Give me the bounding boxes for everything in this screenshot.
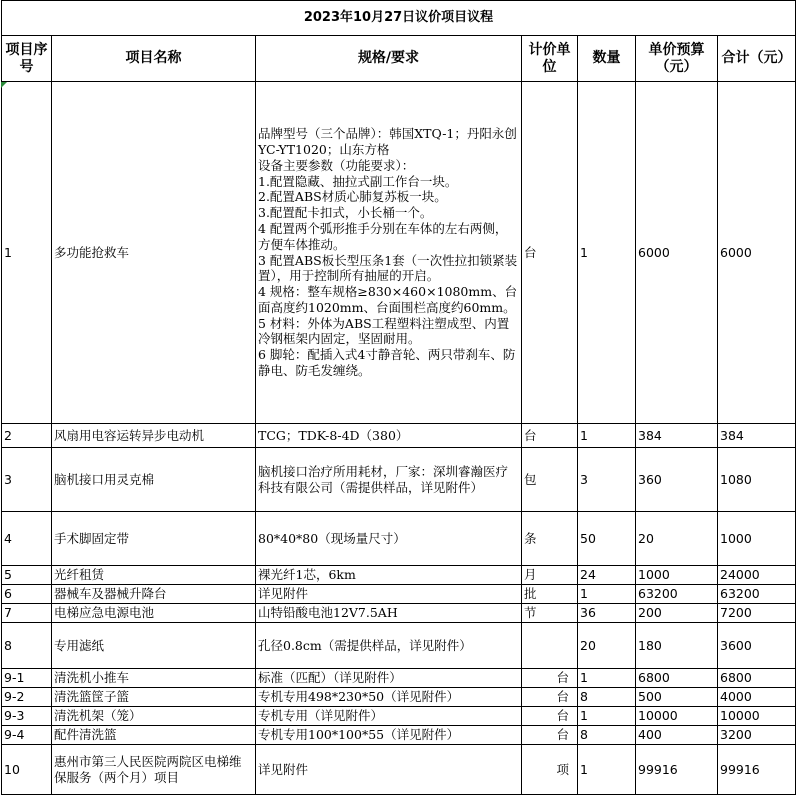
spec-line: 品牌型号（三个品牌）：韩国XTQ-1；丹阳永创YC-YT1020；山东方格 — [258, 126, 517, 157]
cell-total: 7200 — [718, 604, 796, 623]
spec-line: 6 脚轮：配插入式4寸静音轮、两只带刹车、防静电、防毛发缠绕。 — [258, 347, 516, 379]
spec-line: 3 配置ABS板长型压条1套（一次性拉扣锁紧装置），用于控制所有抽屉的开启。 — [258, 252, 518, 284]
cell-total: 1000 — [718, 512, 796, 566]
table-row — [2, 688, 796, 707]
cell-name: 清洗机小推车 — [52, 669, 256, 688]
table-row — [2, 604, 796, 623]
cell-name: 配件清洗篮 — [52, 726, 256, 745]
header-unit: 计价单位 — [522, 36, 578, 82]
table-row — [2, 726, 796, 745]
cell-price: 400 — [636, 726, 718, 745]
cell-qty: 1 — [578, 707, 636, 726]
cell-spec: 详见附件 — [256, 745, 522, 795]
cell-spec: 专机专用100*100*55（详见附件） — [256, 726, 522, 745]
cell-qty: 1 — [578, 82, 636, 424]
header-name: 项目名称 — [52, 36, 256, 82]
header-row — [2, 36, 796, 82]
cell-name: 脑机接口用灵克棉 — [52, 448, 256, 512]
cell-price: 180 — [636, 623, 718, 669]
cell-name: 清洗篮筐子篮 — [52, 688, 256, 707]
table-row — [2, 566, 796, 585]
table-row — [2, 585, 796, 604]
cell-spec: 专机专用498*230*50（详见附件） — [256, 688, 522, 707]
table-row — [2, 707, 796, 726]
cell-name: 清洗机架（笼） — [52, 707, 256, 726]
cell-no: 9-2 — [2, 688, 52, 707]
cell-total: 24000 — [718, 566, 796, 585]
header-price: 单价预算（元） — [636, 36, 718, 82]
cell-no: 9-3 — [2, 707, 52, 726]
header-no: 项目序号 — [2, 36, 52, 82]
title-row — [2, 1, 796, 36]
spec-line: 2.配置ABS材质心肺复苏板一块。 — [258, 189, 447, 205]
cell-unit: 月 — [522, 566, 578, 585]
cell-price: 1000 — [636, 566, 718, 585]
cell-unit: 台 — [522, 424, 578, 448]
cell-price: 6000 — [636, 82, 718, 424]
cell-total: 384 — [718, 424, 796, 448]
spec-line: 4 配置两个弧形推手分别在车体的左右两侧，方便车体推动。 — [258, 220, 508, 252]
cell-name: 多功能抢救车 — [52, 82, 256, 424]
cell-spec — [256, 82, 522, 424]
cell-qty: 8 — [578, 726, 636, 745]
cell-total: 63200 — [718, 585, 796, 604]
cell-name: 光纤租赁 — [52, 566, 256, 585]
cell-price: 200 — [636, 604, 718, 623]
cell-total: 3600 — [718, 623, 796, 669]
cell-total: 6800 — [718, 669, 796, 688]
cell-total: 1080 — [718, 448, 796, 512]
table-row — [2, 745, 796, 795]
cell-qty: 1 — [578, 745, 636, 795]
agenda-table — [1, 0, 796, 795]
cell-name: 惠州市第三人民医院两院区电梯维保服务（两个月）项目 — [52, 745, 256, 795]
cell-name: 器械车及器械升降台 — [52, 585, 256, 604]
cell-qty: 1 — [578, 669, 636, 688]
cell-price: 63200 — [636, 585, 718, 604]
cell-total: 10000 — [718, 707, 796, 726]
cell-spec: 裸光纤1芯，6km — [256, 566, 522, 585]
cell-price: 6800 — [636, 669, 718, 688]
header-qty: 数量 — [578, 36, 636, 82]
cell-price: 99916 — [636, 745, 718, 795]
cell-spec: 山特铅酸电池12V7.5AH — [256, 604, 522, 623]
table-row — [2, 424, 796, 448]
cell-no: 4 — [2, 512, 52, 566]
cell-no: 5 — [2, 566, 52, 585]
cell-price: 500 — [636, 688, 718, 707]
cell-no: 6 — [2, 585, 52, 604]
table-row — [2, 512, 796, 566]
header-spec: 规格/要求 — [256, 36, 522, 82]
cell-no: 9-4 — [2, 726, 52, 745]
cell-qty: 20 — [578, 623, 636, 669]
cell-unit: 台 — [522, 669, 578, 688]
cell-qty: 1 — [578, 585, 636, 604]
table-row — [2, 448, 796, 512]
cell-total: 99916 — [718, 745, 796, 795]
spec-line: 设备主要参数（功能要求）： — [258, 157, 415, 173]
cell-unit: 节 — [522, 604, 578, 623]
cell-name: 电梯应急电源电池 — [52, 604, 256, 623]
cell-unit: 条 — [522, 512, 578, 566]
cell-spec: TCG；TDK-8-4D（380） — [256, 424, 522, 448]
cell-price: 360 — [636, 448, 718, 512]
table-row — [2, 669, 796, 688]
spec-line: 1.配置隐藏、抽拉式副工作台一块。 — [258, 173, 458, 189]
cell-spec: 详见附件 — [256, 585, 522, 604]
cell-qty: 24 — [578, 566, 636, 585]
cell-unit: 包 — [522, 448, 578, 512]
cell-qty: 8 — [578, 688, 636, 707]
header-total: 合计（元） — [718, 36, 796, 82]
cell-qty: 1 — [578, 424, 636, 448]
cell-total: 6000 — [718, 82, 796, 424]
cell-unit: 台 — [522, 726, 578, 745]
cell-name: 手术脚固定带 — [52, 512, 256, 566]
table-row — [2, 82, 796, 424]
cell-price: 384 — [636, 424, 718, 448]
cell-no: 7 — [2, 604, 52, 623]
cell-unit: 台 — [522, 688, 578, 707]
cell-no: 10 — [2, 745, 52, 795]
cell-spec: 孔径0.8cm（需提供样品，详见附件） — [256, 623, 522, 669]
spec-line: 4 规格：整车规格≥830×460×1080mm、台面高度约1020mm、台面围栏高度约60mm。 — [258, 284, 518, 315]
cell-no: 1 — [2, 82, 52, 424]
cell-spec: 80*40*80（现场量尺寸） — [256, 512, 522, 566]
cell-unit: 项 — [522, 745, 578, 795]
cell-price: 10000 — [636, 707, 718, 726]
cell-name: 风扇用电容运转异步电动机 — [52, 424, 256, 448]
cell-no: 3 — [2, 448, 52, 512]
cell-no: 8 — [2, 623, 52, 669]
table-title: 2023年10月27日议价项目议程 — [2, 1, 796, 36]
cell-no: 9-1 — [2, 669, 52, 688]
cell-name: 专用滤纸 — [52, 623, 256, 669]
table-row — [2, 623, 796, 669]
cell-price: 20 — [636, 512, 718, 566]
cell-unit: 台 — [522, 82, 578, 424]
cell-comment-marker — [1, 82, 7, 88]
cell-qty: 36 — [578, 604, 636, 623]
cell-spec: 标准（匹配）（详见附件） — [256, 669, 522, 688]
cell-qty: 50 — [578, 512, 636, 566]
spec-line: 5 材料：外体为ABS工程塑料注塑成型、内置冷钢框架内固定，坚固耐用。 — [258, 315, 510, 347]
cell-spec: 脑机接口治疗所用耗材，厂家：深圳睿瀚医疗科技有限公司（需提供样品，详见附件） — [256, 448, 522, 512]
cell-no: 2 — [2, 424, 52, 448]
cell-qty: 3 — [578, 448, 636, 512]
cell-total: 4000 — [718, 688, 796, 707]
cell-spec: 专机专用（详见附件） — [256, 707, 522, 726]
cell-unit: 台 — [522, 707, 578, 726]
cell-total: 3200 — [718, 726, 796, 745]
cell-unit — [522, 623, 578, 669]
spec-line: 3.配置配卡扣式，小长桶一个。 — [258, 205, 433, 221]
cell-unit: 批 — [522, 585, 578, 604]
